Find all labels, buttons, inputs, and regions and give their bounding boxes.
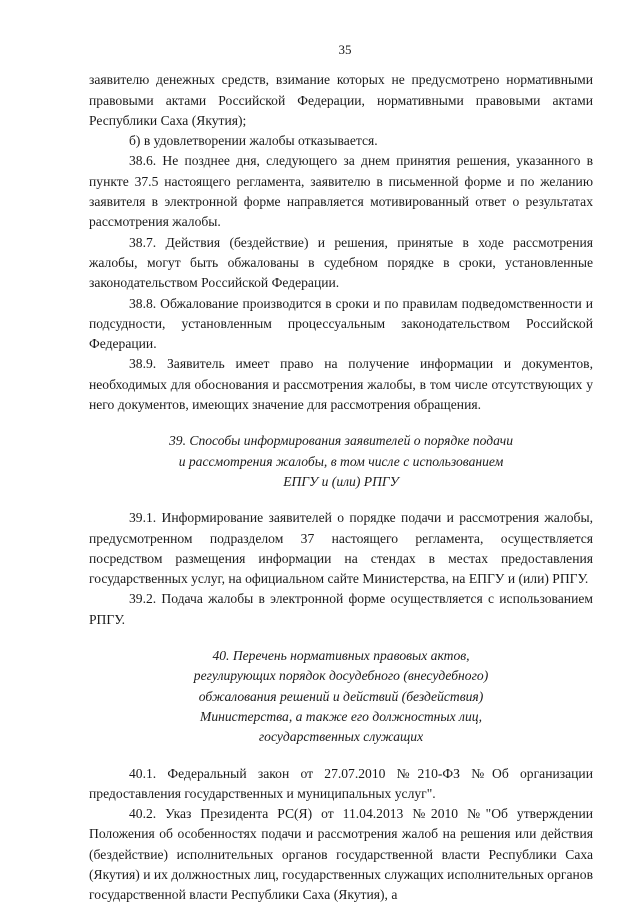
paragraph-continuation: заявителю денежных средств, взимание которых не предусмотрено нормативными правовыми актами Российской Федерации, нормативными правовыми актами Республики Саха (Якутия); xyxy=(89,72,593,128)
heading-line: регулирующих порядок досудебного (внесудебного) xyxy=(193,668,489,684)
heading-line: государственных служащих xyxy=(258,729,424,745)
paragraph-38-7: 38.7. Действия (бездействие) и решения, принятые в ходе рассмотрения жалобы, могут быть обжалованы в судебном порядке в сроки, установленные законодательством Российской Федерации. xyxy=(89,234,593,291)
paragraph-40-1: 40.1. Федеральный закон от 27.07.2010 №210-ФЗ №Об организации предоставления государственных и муниципальных услуг". xyxy=(89,765,593,801)
paragraph-39-1: 39.1. Информирование заявителей о порядке подачи и рассмотрения жалобы, предусмотренном подразделом 37 настоящего регламента, осуществляется посредством размещения информации на стендах в местах предоставления государственных услуг, на официальном сайте Министерства, на ЕПГУ и (или) РПГУ. xyxy=(89,510,593,587)
heading-line: 40. Перечень нормативных правовых актов, xyxy=(212,648,470,664)
heading-line: обжалования решений и действий (бездействия) xyxy=(198,688,484,704)
heading-line: и рассмотрения жалобы, в том числе с использованием xyxy=(178,453,504,469)
paragraph-38-9: 38.9. Заявитель имеет право на получение информации и документов, необходимых для обоснования и рассмотрения жалобы, в том числе отсутствующих у него документов, имеющих значение для рассмотрения обращения. xyxy=(89,356,593,413)
section-heading-39 xyxy=(89,431,593,492)
document-page xyxy=(89,40,593,906)
paragraph-38-8: 38.8. Обжалование производится в сроки и по правилам подведомственности и подсудности, установленным процессуальным законодательством Российской Федерации. xyxy=(89,295,593,352)
paragraph-39-2: 39.2. Подача жалобы в электронной форме осуществляется с использованием РПГУ. xyxy=(89,591,593,627)
heading-line: ЕПГУ и (или) РПГУ xyxy=(283,473,399,489)
paragraph-38-6: 38.6. Не позднее дня, следующего за днем принятия решения, указанного в пункте 37.5 настоящего регламента, заявителю в письменной форме и по желанию заявителя в электронной форме направляется мотивированный ответ о результатах рассмотрения жалобы. xyxy=(89,153,593,230)
section-heading-40 xyxy=(89,646,593,747)
heading-line: Министерства, а также его должностных лиц, xyxy=(200,708,482,724)
paragraph-38-5b: б) в удовлетворении жалобы отказывается. xyxy=(129,133,378,149)
paragraph-40-2: 40.2. Указ Президента РС(Я) от 11.04.2013 №2010 №"Об утверждении Положения об особенностях подачи и рассмотрения жалоб на решения или действия (бездействие) исполнительных органов государственной власти Республики Саха (Якутия) и их должностных лиц, государственных служащих исполнительных органов государственной власти Республики Саха (Якутия), а xyxy=(89,806,593,903)
page-number: 35 xyxy=(338,42,352,57)
heading-line: 39. Способы информирования заявителей о порядке подачи xyxy=(168,433,514,449)
